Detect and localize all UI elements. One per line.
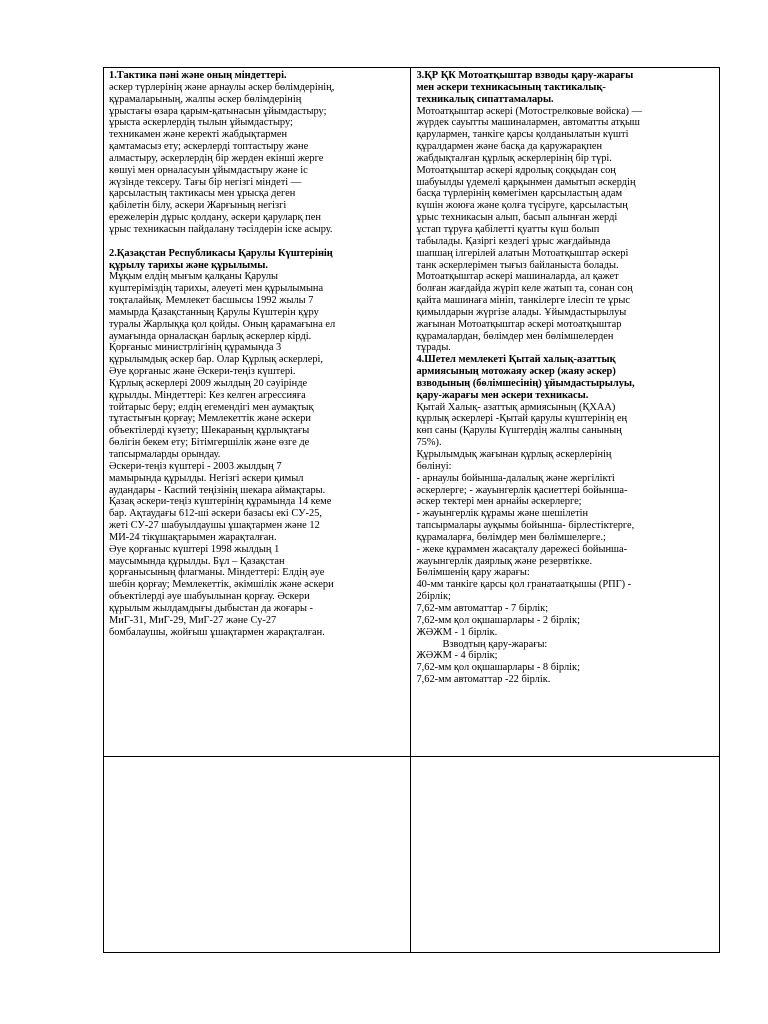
- section3-line: жабдықталған құрлық әскерлерінің бір түрі.: [416, 152, 612, 164]
- section3-line: шапшаң ілгерілей алатын Мотоатқыштар әскері: [416, 247, 629, 259]
- section1-line: ережелерін дұрыс қолдану, әскери қаруларқ пен: [109, 212, 321, 224]
- section2-line: бомбалаушы, жойғыш ұшақтармен жарақталған.: [109, 626, 325, 638]
- section3-line: жағынан Мотоатқыштар әскері мотоатқыштар: [416, 318, 622, 330]
- section2-line: тұтастығын қорғау; Мемлекеттік және әскери: [109, 413, 311, 425]
- section4-heading: армиясының мотожаяу әскер (жаяу әскер): [416, 366, 616, 378]
- section2-line: бөлігін бекем ету; Бітімгершілік және өзге де: [109, 437, 310, 449]
- section4-heading: 4.Шетел мемлекеті Қытай халық-азаттық: [416, 354, 616, 366]
- platoon-weapons-heading: Взводтың қару-жарағы:: [442, 638, 548, 650]
- section3-heading: 3.ҚР ҚК Мотоатқыштар взводы қару-жарағы: [416, 70, 634, 81]
- section2-line: бар. Ақтаудағы 612-ші әскери базасы екі СУ-25,: [109, 508, 322, 520]
- section3-line: тұрады.: [416, 342, 451, 354]
- section4-line: - арнаулы бойынша-далалық және жергілікті: [416, 472, 615, 484]
- section2-line: объектілерді күзету; Шекараның құрлықтағы: [109, 425, 310, 437]
- section4-line: әскер тектері мен арнайы әскерлерге;: [416, 496, 582, 508]
- cell-right-bottom: [411, 757, 720, 953]
- section1-line: қамтамасыз ету; әскерлерді топтастыру және: [109, 141, 309, 153]
- platoon-weapons-line: 7,62-мм қол оқшашарлары - 8 бірлік;: [416, 662, 580, 674]
- section3-heading: мен әскери техникасының тактикалық-: [416, 81, 606, 93]
- platoon-weapons-line: 7,62-мм автоматтар -22 бірлік.: [416, 674, 551, 686]
- section2-line: тоқталайық. Мемлекет басшысы 1992 жылы 7: [109, 295, 314, 307]
- section3-line: құралдармен және басқа да қаружарақпен: [416, 141, 603, 153]
- section3-line: Мотоатқыштар әскері машиналарда, ал қажет: [416, 271, 619, 283]
- section1-line: ұрыс техникасын пайдалану тәсілдерін іске асыру.: [109, 223, 333, 235]
- cell-left-top: [104, 68, 411, 757]
- section2-line: МИ-24 тікұшақтарымен жарақталған.: [109, 531, 277, 543]
- section4-line: тапсырмалары ауқымы бойынша- бірлестіктерге,: [416, 520, 635, 532]
- section1-line: алмастыру, әскерлердің бір жерден екінші жерге: [109, 152, 324, 164]
- section4-line: ЖӘЖМ - 1 бірлік.: [416, 626, 498, 638]
- section3-line: ұстап тұруға қабілетті қуатты күш болып: [416, 223, 600, 235]
- section2-line: Әуе қорғаныс және Әскери-теңіз күштері.: [109, 366, 296, 378]
- section3-line: қарулармен, танкіге қарсы қолданылатын күшті: [416, 129, 629, 141]
- section4-line: құрлық әскерлері -Қытай қарулы күштерінің ең: [416, 413, 628, 425]
- section4-line: 2бірлік;: [416, 591, 451, 603]
- section2-line: Қазақ әскери-теңіз күштерінің құрамында 14 кеме: [109, 496, 332, 508]
- section4-heading: қару-жарағы мен әскери техникасы.: [416, 389, 589, 401]
- section1-line: көшуі мен орналасуын ұйымдастыру және іс: [109, 164, 308, 176]
- section1-body: [109, 82, 405, 236]
- section4-line: - жауынгерлік құрамы және шешілетін: [416, 508, 589, 520]
- section2-line: Құрлық әскерлері 2009 жылдың 20 сәуірінде: [109, 377, 308, 389]
- section2-heading: құрылу тарихы және құрылымы.: [109, 259, 268, 271]
- section1-line: құрамаларының, жалпы әскер бөлімдерінің: [109, 93, 302, 105]
- section2-line: тапсырмаларды орындау.: [109, 449, 221, 460]
- section3-line: қимылдарын жүргізе алады. Ұйымдастырылуы: [416, 306, 627, 318]
- section2-line: Әскери-теңіз күштері - 2003 жылдың 7: [109, 460, 282, 472]
- section1-line: ұрыста әскерлердің тылын ұйымдастыру;: [109, 117, 293, 129]
- section1-line: ұрыстағы өзара қарым-қатынасын ұйымдастыру;: [109, 105, 327, 117]
- document-table: [103, 67, 720, 953]
- section3-line: Мотоатқыштар әскері (Мотострелковые войска) —: [416, 105, 643, 117]
- section2-line: күштеріміздің тарихы, әлеуеті мен құрылымына: [109, 283, 324, 295]
- section1-line: қарсыластың тактикасы мен ұрысқа деген: [109, 188, 296, 200]
- section3-line: табылады. Қазіргі кездегі ұрыс жағдайында: [416, 235, 611, 247]
- cell-right-top: [411, 68, 720, 757]
- section4-line: 7,62-мм автоматтар - 7 бірлік;: [416, 602, 549, 614]
- section4-heading: взводының (бөлімшесінің) ұйымдастырылуы,: [416, 377, 635, 389]
- section-spacer: [109, 236, 405, 248]
- section4-line: көп саны (Қарулы Күштердің жалпы санының: [416, 425, 622, 437]
- section3-line: ұрыс техникасын алып, басып алынған жерді: [416, 212, 618, 224]
- section4-line: әскерлерге; - жауынгерлік қасиеттері бойынша-: [416, 484, 628, 496]
- section2-line: құрылды. Міндеттері: Кез келген агрессияға: [109, 389, 306, 401]
- section2-line: аудандары - Каспий теңізінің шекара аймақтары.: [109, 484, 326, 496]
- section2-line: Мұқым елдің мығым қалқаны Қарулы: [109, 271, 278, 283]
- section3-line: құрамалардан, бөлімдер мен бөлімшелерден: [416, 330, 614, 342]
- section4-line: 75%).: [416, 437, 442, 449]
- section4-line: жауынгерлік даярлық және резервтікке.: [416, 555, 593, 567]
- section1-line: қабілетін білу, әскери Жарғының негізгі: [109, 200, 287, 212]
- section2-line: объектілерді әуе шабуылынан қорғау. Әскери: [109, 591, 310, 603]
- section1-line: жүзінде тексеру. Тағы бір негізгі міндеті —: [109, 176, 302, 188]
- section4-line: бөлінуі:: [416, 460, 452, 472]
- platoon-weapons-line: ЖӘЖМ - 4 бірлік;: [416, 650, 498, 662]
- section2-line: құрылымдық әскер бар. Олар Құрлық әскерлері,: [109, 354, 324, 366]
- section4-line: Қытай Халық- азаттық армиясының (ҚХАА): [416, 401, 616, 413]
- section4-line: 7,62-мм қол оқшашарлары - 2 бірлік;: [416, 614, 580, 626]
- section3-line: қайта машинаға мініп, танкілерге ілесіп те ұрыс: [416, 295, 631, 307]
- section3-line: басқа түрлерінің көмегімен қарсыластың адам: [416, 188, 623, 200]
- section2-line: мамырда Қазақстанның Қарулы Күштерін құру: [109, 306, 319, 318]
- section1-heading: 1.Тактика пәні және оның міндеттері.: [109, 70, 287, 81]
- section2-line: қорғанысының флагманы. Міндеттері: Елдің әуе: [109, 567, 325, 579]
- section2-line: шебін қорғау; Мемлекеттік, әкімшілік және әскери: [109, 579, 334, 591]
- section4-line: Құрылымдық жағынан құрлық әскерлерінің: [416, 449, 612, 460]
- section2-line: маусымында құрылды. Бұл – Қазақстан: [109, 555, 285, 567]
- section3-line: жүрдек сауытты машиналармен, автоматты атқыш: [416, 117, 640, 129]
- section3-line: танк әскерлерімен тығыз байланыста болады.: [416, 259, 619, 271]
- section3-line: шабуылды үдемелі қарқынмен дамытып әскердің: [416, 176, 636, 188]
- section3-line: күшін жоюға және қолға түсіруге, қарсыластың: [416, 200, 628, 212]
- section3-heading: техникалық сипаттамалары.: [416, 93, 554, 105]
- section2-line: Әуе қорғаныс күштері 1998 жылдың 1: [109, 543, 280, 555]
- section2-line: МиГ-31, МиГ-29, МиГ-27 және Су-27: [109, 614, 277, 626]
- section2-heading: 2.Қазақстан Республикасы Қарулы Күштерінің: [109, 247, 333, 259]
- section1-line: әскер түрлерінің және арнаулы әскер бөлімдерінің,: [109, 81, 335, 93]
- section4-line: құрамаларға, бөлімдер мен бөлімшелерге.;: [416, 531, 606, 543]
- section2-line: туралы Жарлыққа қол қойды. Оның қарамағына ел: [109, 318, 336, 330]
- section2-line: аумағында орналасқан барлық әскерлер кірді.: [109, 330, 312, 342]
- section2-line: құрылым жылдамдығы дыбыстан да жоғары -: [109, 602, 313, 614]
- section4-body: [416, 402, 714, 686]
- section2-line: Қорғаныс министрлігінің құрамында 3: [109, 342, 282, 354]
- section4-line: - жеке құраммен жасақталу дәрежесі бойынша-: [416, 543, 628, 555]
- section3-line: болған жағдайда жүріп келе жатып та, сонан соң: [416, 283, 633, 295]
- section2-line: тойтарыс беру; елдің егемендігі мен аумақтық: [109, 401, 314, 413]
- section3-line: Мотоатқыштар әскері ядролық соққыдан соң: [416, 164, 616, 176]
- section2-line: мамырында құрылды. Негізгі әскери қимыл: [109, 472, 304, 484]
- section2-body: [109, 271, 405, 638]
- table-row-top: [104, 68, 720, 757]
- section3-body: [416, 106, 714, 355]
- cell-left-bottom: [104, 757, 411, 953]
- section4-line: Бөлімшенің қару жарағы:: [416, 567, 530, 579]
- section4-line: 40-мм танкіге қарсы қол гранатаатқышы (РПГ) -: [416, 579, 632, 591]
- table-row-bottom: [104, 757, 720, 953]
- section2-line: жеті СУ-27 шабуылдаушы ұшақтармен және 12: [109, 520, 320, 532]
- section1-line: техникамен және керекті жабдықтармен: [109, 129, 288, 141]
